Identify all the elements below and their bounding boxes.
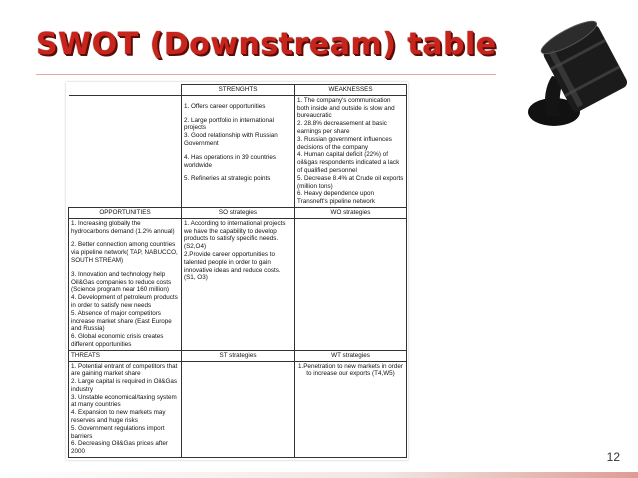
threat-item: 3. Unstable economical/taxing system at many countries (71, 393, 177, 409)
weaknesses-header: WEAKNESSES (295, 85, 407, 96)
wt-strategies-cell (295, 361, 407, 458)
opportunity-item: 6. Global economic crisis creates different opportunities (71, 333, 164, 348)
opportunity-item: 1. Increasing globally the hydrocarbons demand (1.2% annual) (71, 219, 175, 235)
opportunity-item: 2. Better connection among countries via pipeline network( TAP, NABUCCO, SOUTH STREAM) (71, 241, 178, 264)
threat-item: 4. Expansion to new markets may reserves and huge risks (71, 409, 166, 425)
strength-item: 1. Offers career opportunities (184, 102, 266, 110)
footer-gradient-bar (0, 472, 638, 478)
weakness-item: 2. 28.8% decreasement at basic earnings per share (297, 120, 387, 135)
threat-item: 1. Potential entrant of competitors that are gaining market share (71, 362, 178, 378)
opportunity-item: 5. Absence of major competitors increase market share (East Europe and Russia) (71, 309, 172, 333)
page-number: 12 (606, 450, 620, 464)
title-block (36, 28, 497, 62)
strength-item: 4. Has operations in 39 countries worldwide (184, 153, 277, 169)
threat-item: 5. Government regulations import barriers (71, 424, 165, 440)
opportunities-header: OPPORTUNITIES (69, 207, 182, 218)
slide-title: SWOT (Downstream) table (36, 27, 497, 62)
opportunities-row (69, 218, 407, 350)
wt-strategy-item: 1.Penetration to new markets in order to increase our exports (T4,W5) (297, 362, 403, 378)
wt-strategies-header: WT strategies (295, 350, 407, 361)
strengths-weaknesses-row (69, 95, 407, 207)
opportunities-cell (69, 218, 182, 350)
threats-header: THREATS (69, 350, 182, 361)
title-divider (36, 74, 496, 75)
oil-barrel-icon (512, 16, 632, 134)
wo-strategies-cell (295, 218, 407, 350)
weakness-item: 1. The company's communication both inside and outside is slow and bureaucratic (297, 96, 395, 120)
threats-header-row (69, 350, 407, 361)
empty-left-cell (69, 95, 182, 207)
threats-cell (69, 361, 182, 458)
swot-table (68, 84, 407, 458)
wo-strategies-header: WO strategies (295, 207, 407, 218)
so-strategy-item: 2.Provide career opportunities to talented people in order to gain innovative ideas and reduce costs.(S1, O3) (184, 250, 281, 282)
threats-row (69, 361, 407, 458)
strength-item: 3. Good relationship with Russian Government (184, 132, 278, 147)
opportunities-header-row (69, 207, 407, 218)
weakness-item: 5. Decrease 8.4% at Crude oil exports (million tons) (297, 174, 404, 190)
swot-document (66, 82, 408, 460)
st-strategies-cell (182, 361, 295, 458)
so-strategies-cell (182, 218, 295, 350)
opportunity-item: 3. Innovation and technology help Oil&Gas companies to reduce costs (Science program near 160 million) (71, 270, 172, 294)
strengths-weaknesses-header-row (69, 85, 407, 96)
strengths-header: STRENGHTS (182, 85, 295, 96)
weakness-item: 6. Heavy dependence upon Transneft's pipeline network (297, 190, 375, 206)
strength-item: 5. Refineries at strategic points (184, 175, 271, 183)
opportunity-item: 4. Development of petroleum products in order to satisfy new needs (71, 294, 178, 309)
st-strategies-header: ST strategies (182, 350, 295, 361)
strength-item: 2. Large portfolio in international projects (184, 116, 274, 132)
so-strategy-item: 1. According to international projects we have the capability to develop products to satisfy specific needs. (S2,O4) (184, 219, 286, 251)
threat-item: 2. Large capital is required in Oil&Gas industry (71, 378, 178, 393)
strengths-cell (182, 95, 295, 207)
so-strategies-header: SO strategies (182, 207, 295, 218)
weakness-item: 4. Human capital deficit (22%) of oil&gas respondents indicated a lack of qualified personnel (297, 151, 400, 174)
weaknesses-cell (295, 95, 407, 207)
empty-corner-cell (69, 85, 182, 96)
threat-item: 6. Decreasing Oil&Gas prices after 2000 (71, 440, 168, 456)
weakness-item: 3. Russian government influences decisions of the company (297, 135, 392, 151)
